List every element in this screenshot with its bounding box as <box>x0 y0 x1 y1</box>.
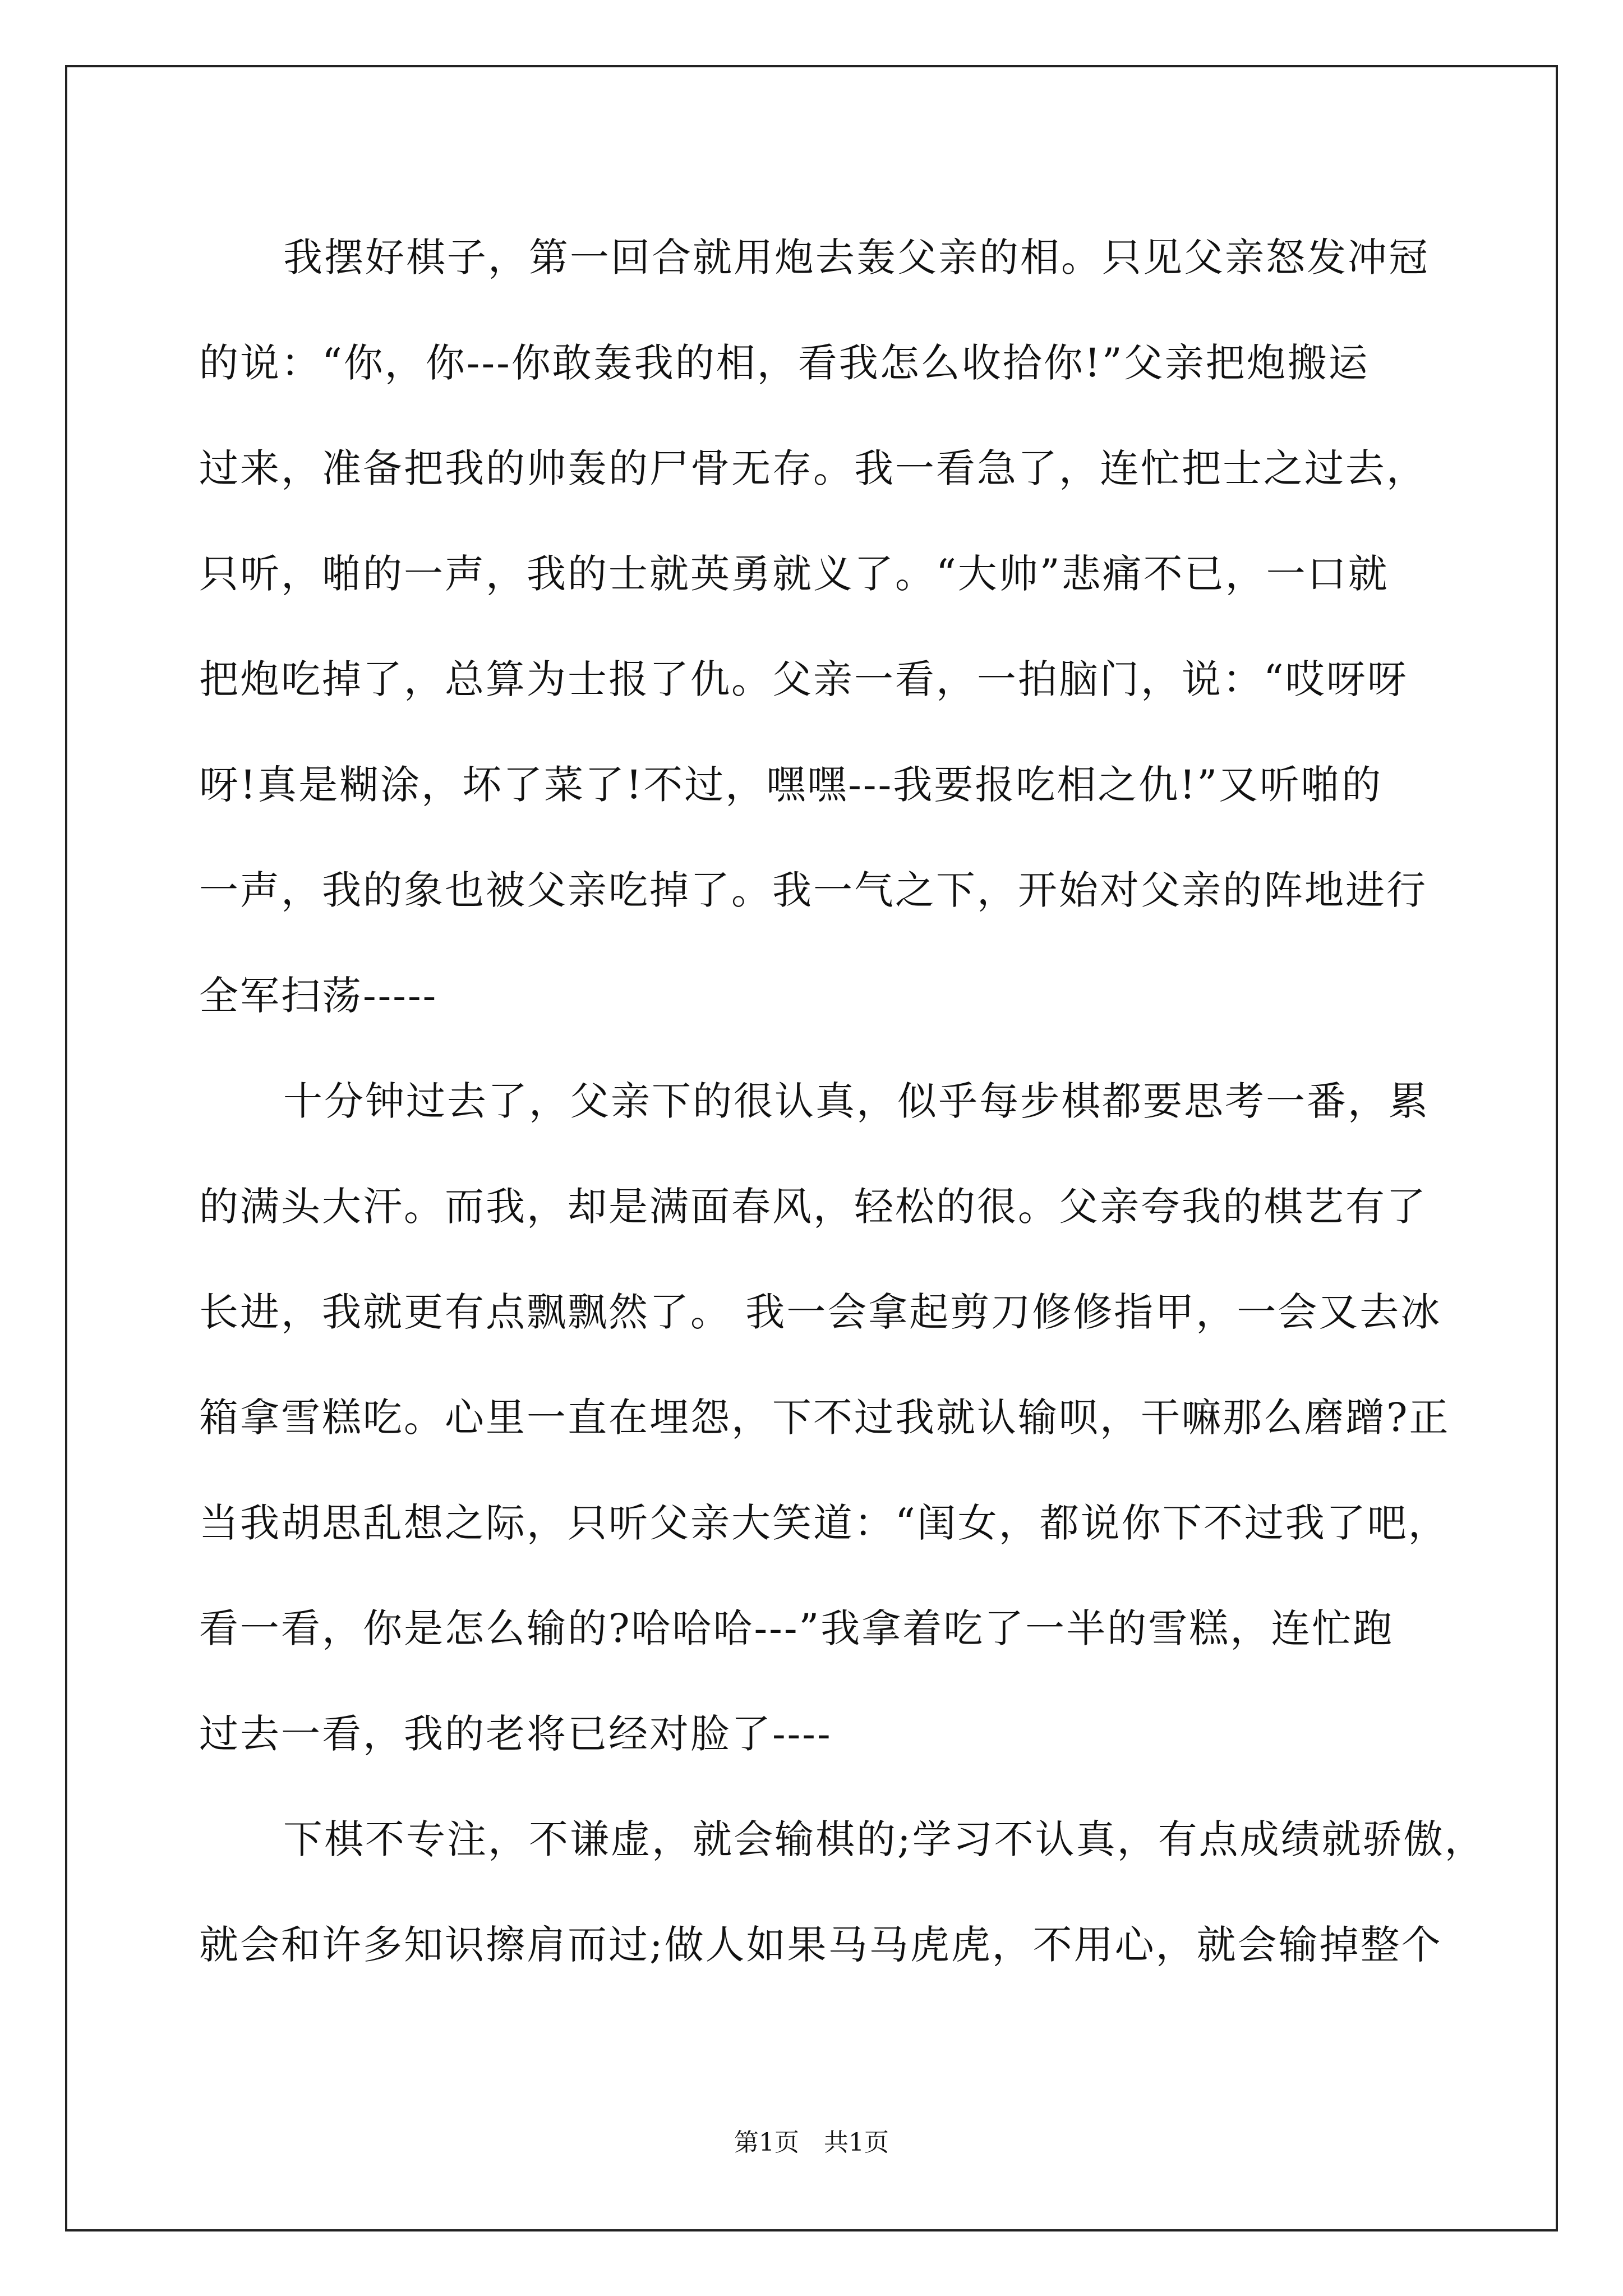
page-footer <box>0 2126 1623 2160</box>
text-line: 就会和许多知识擦肩而过;做人如果马马虎虎，不用心，就会输掉整个 <box>199 1922 1442 1968</box>
text-line: 长进，我就更有点飘飘然了。 我一会拿起剪刀修修指甲，一会又去冰 <box>199 1289 1442 1335</box>
text-line: 一声，我的象也被父亲吃掉了。我一气之下，开始对父亲的阵地进行 <box>199 867 1427 913</box>
document-body <box>199 205 1486 1998</box>
page-number-label: 第1页 共1页 <box>734 2128 889 2157</box>
text-line: 只听，啪的一声，我的士就英勇就义了。“大帅”悲痛不已，一口就 <box>199 551 1389 597</box>
text-line: 的满头大汗。而我，却是满面春风，轻松的很。父亲夸我的棋艺有了 <box>199 1184 1427 1230</box>
text-line: 呀!真是糊涂，坏了菜了!不过，嘿嘿---我要报吃相之仇!”又听啪的 <box>199 762 1383 808</box>
paragraph-2 <box>199 1048 1450 1787</box>
text-line: 十分钟过去了，父亲下的很认真，似乎每步棋都要思考一番，累 <box>283 1078 1430 1124</box>
paragraph-3 <box>199 1787 1486 1998</box>
text-line: 下棋不专注，不谦虚，就会输棋的;学习不认真，有点成绩就骄傲， <box>283 1816 1486 1862</box>
text-line: 把炮吃掉了，总算为士报了仇。父亲一看，一拍脑门，说：“哎呀呀 <box>199 656 1408 702</box>
text-line: 过去一看，我的老将已经对脸了---- <box>199 1711 832 1757</box>
text-line: 过来，准备把我的帅轰的尸骨无存。我一看急了，连忙把士之过去， <box>199 445 1427 491</box>
text-line: 箱拿雪糕吃。心里一直在埋怨，下不过我就认输呗，干嘛那么磨蹭?正 <box>199 1395 1450 1441</box>
text-line: 当我胡思乱想之际，只听父亲大笑道：“闺女，都说你下不过我了吧， <box>199 1500 1449 1546</box>
text-line: 看一看，你是怎么输的?哈哈哈---”我拿着吃了一半的雪糕，连忙跑 <box>199 1605 1394 1651</box>
text-line: 的说：“你，你---你敢轰我的相，看我怎么收拾你!”父亲把炮搬运 <box>199 340 1370 386</box>
text-line: 我摆好棋子，第一回合就用炮去轰父亲的相。只见父亲怒发冲冠 <box>283 234 1430 280</box>
paragraph-1 <box>199 205 1433 1048</box>
text-line: 全军扫荡----- <box>199 973 438 1019</box>
